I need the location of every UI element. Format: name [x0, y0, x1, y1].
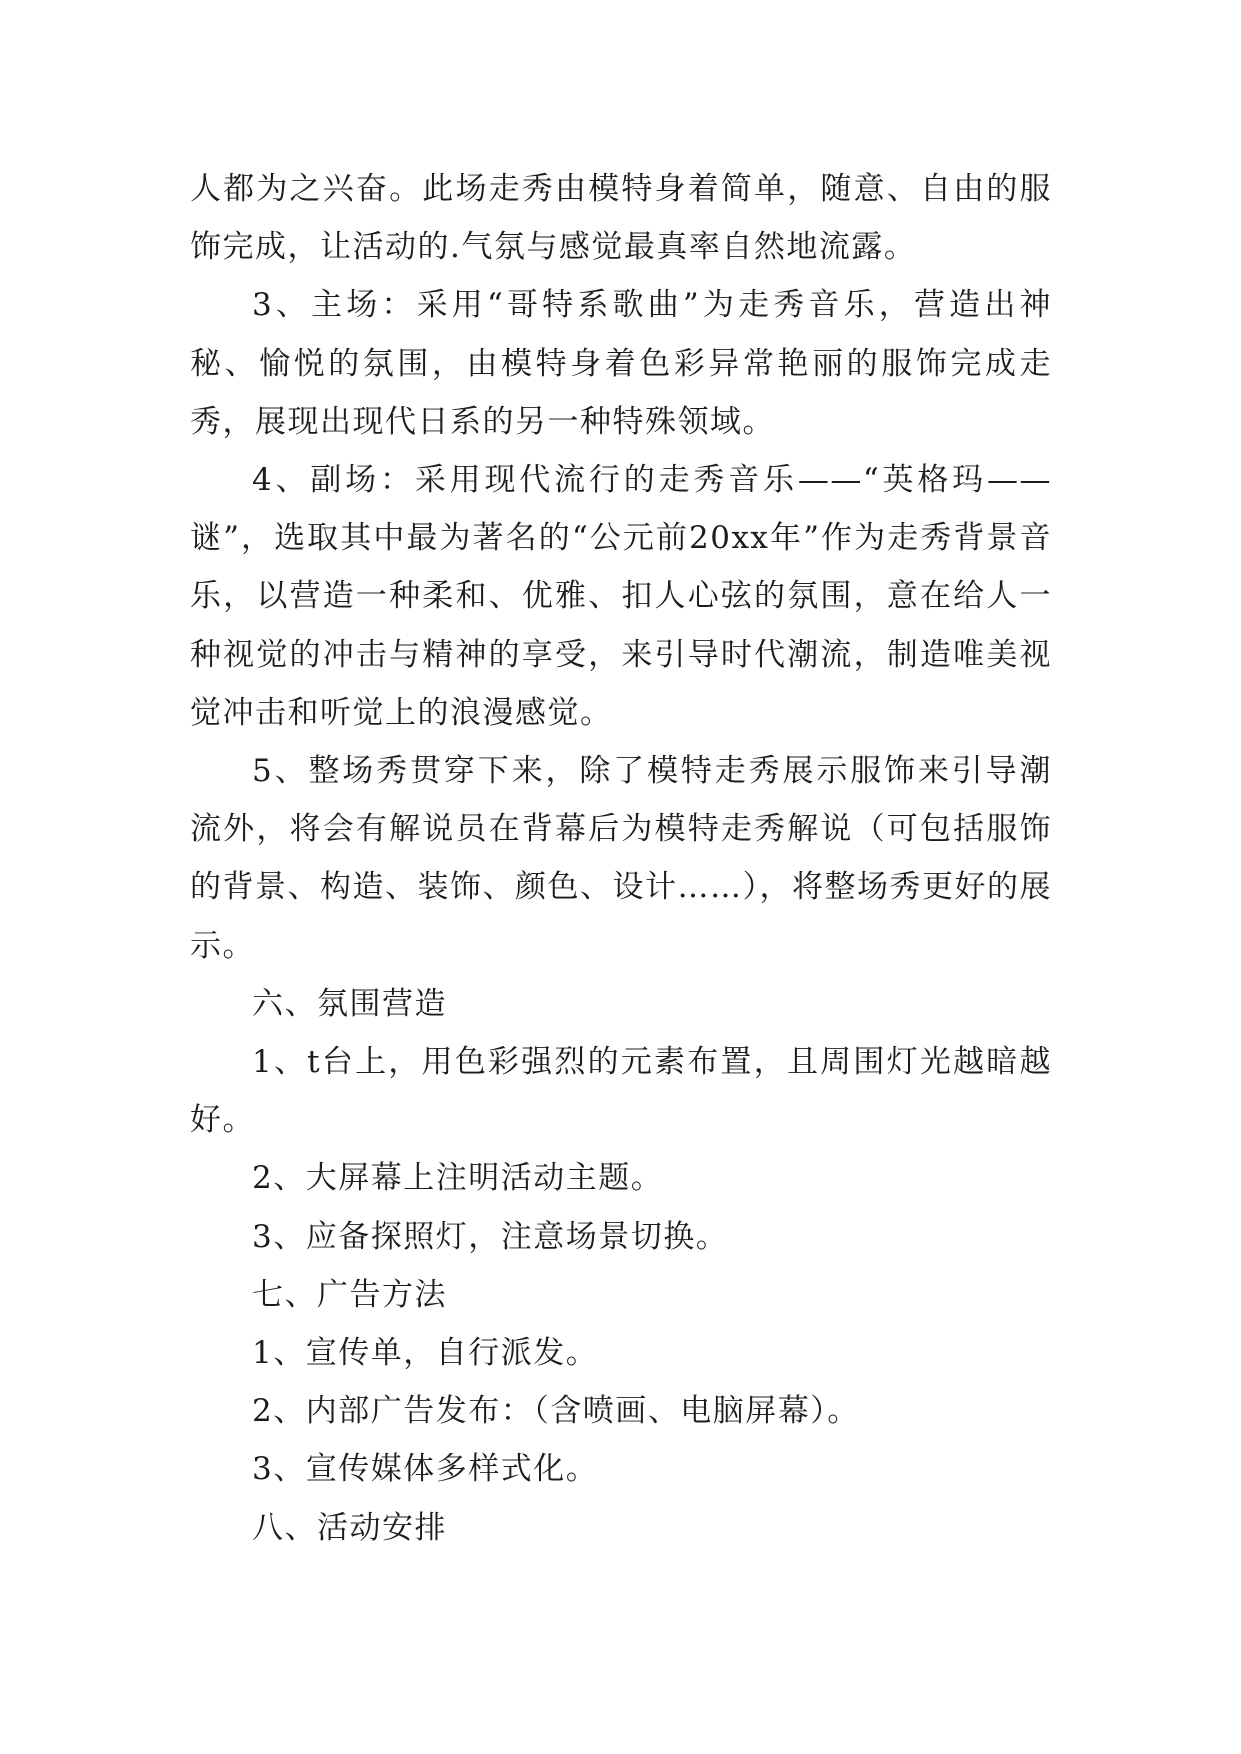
paragraph-7: 3、应备探照灯，注意场景切换。: [252, 1218, 729, 1255]
paragraph-9: 1、宣传单，自行派发。: [252, 1335, 599, 1372]
paragraph-3: 5、整场秀贯穿下来，除了模特走秀展示服饰来引导潮流外，将会有解说员在背幕后为模特走秀解说（可包括服饰的背景、构造、装饰、颜色、设计……），将整场秀更好的展示。: [190, 753, 1052, 964]
paragraph-2: 4、副场：采用现代流行的走秀音乐——“英格玛——谜”，选取其中最为著名的“公元前20xx年”作为走秀背景音乐，以营造一种柔和、优雅、扣人心弦的氛围，意在给人一种视觉的冲击与精神的享受，来引导时代潮流，制造唯美视觉冲击和听觉上的浪漫感觉。: [190, 462, 1052, 731]
document-body: [190, 160, 1052, 1557]
paragraph-1: 3、主场：采用“哥特系歌曲”为走秀音乐，营造出神秘、愉悦的氛围，由模特身着色彩异常艳丽的服饰完成走秀，展现出现代日系的另一种特殊领域。: [190, 287, 1052, 440]
paragraph-10: 2、内部广告发布：（含喷画、电脑屏幕）。: [252, 1393, 860, 1430]
paragraph-11: 3、宣传媒体多样式化。: [252, 1451, 599, 1488]
paragraph-0: 人都为之兴奋。此场走秀由模特身着简单，随意、自由的服饰完成，让活动的.气氛与感觉最真率自然地流露。: [190, 171, 1052, 266]
paragraph-5: 1、t台上，用色彩强烈的元素布置，且周围灯光越暗越好。: [190, 1044, 1052, 1139]
section-heading-seven: 七、广告方法: [252, 1276, 447, 1313]
paragraph-6: 2、大屏幕上注明活动主题。: [252, 1160, 664, 1197]
section-heading-eight: 八、活动安排: [252, 1509, 447, 1546]
section-heading-six: 六、氛围营造: [252, 985, 447, 1022]
